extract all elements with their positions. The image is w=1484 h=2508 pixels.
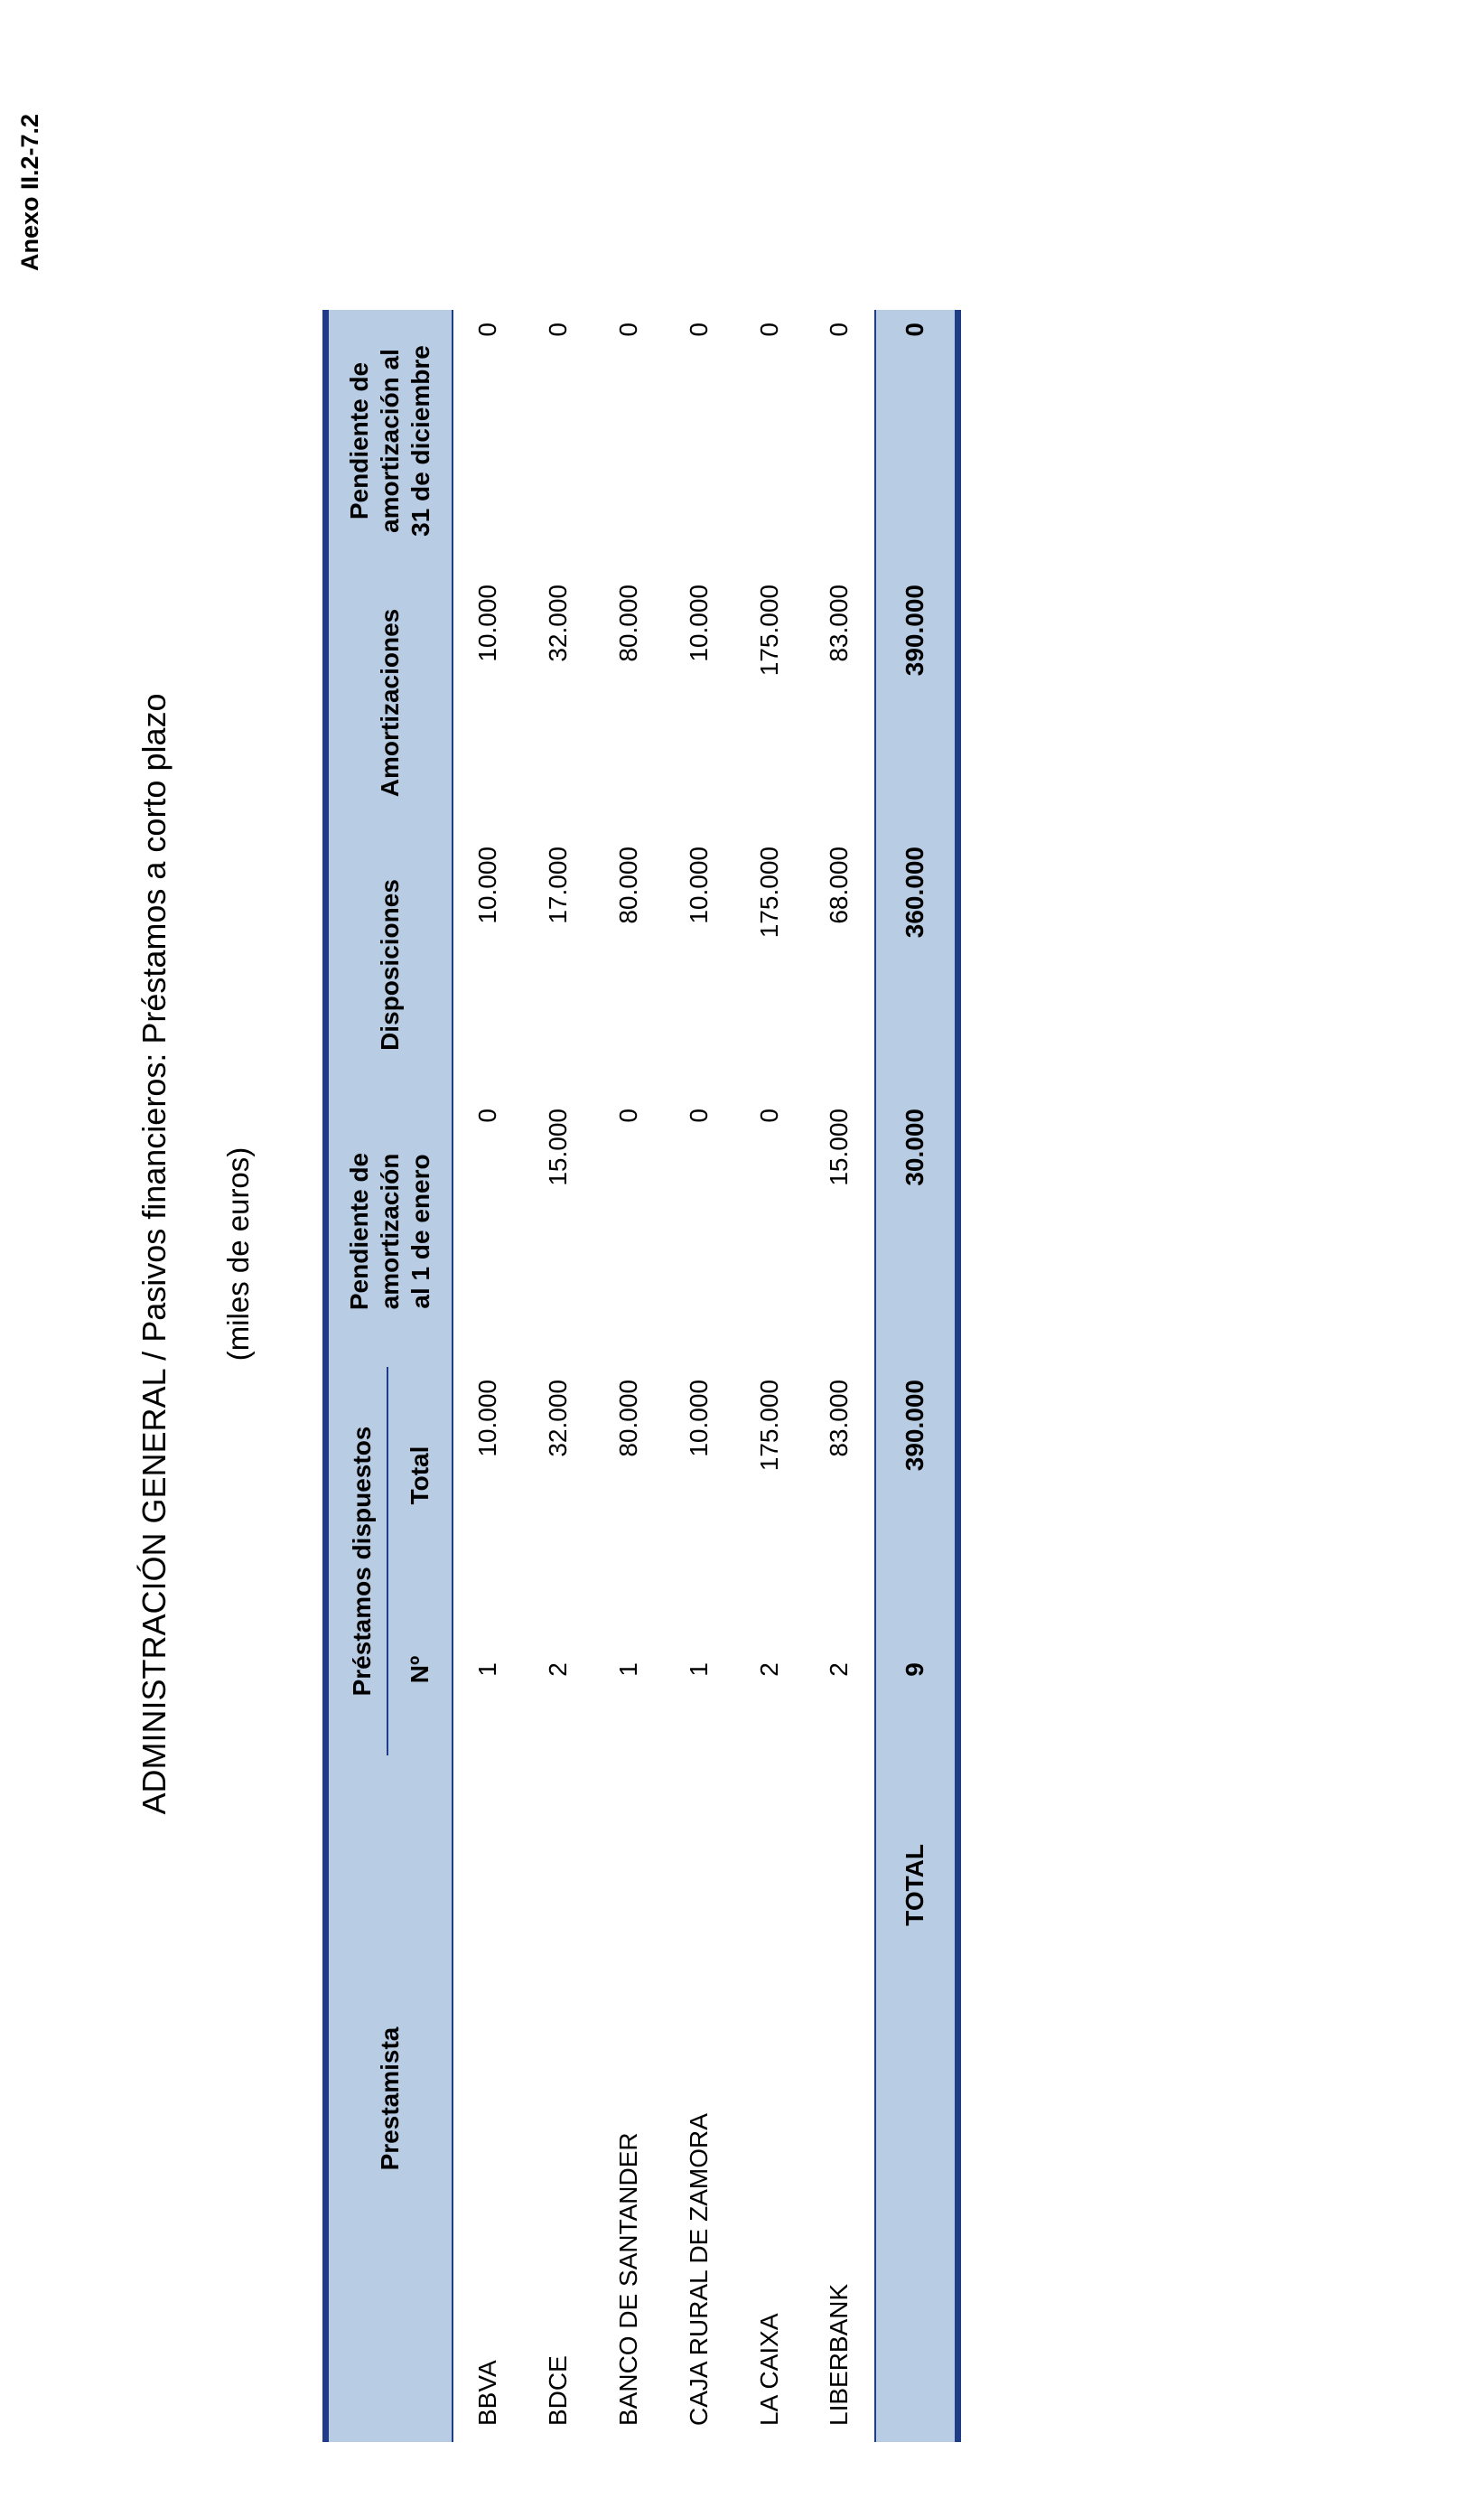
table-row	[805, 310, 875, 2442]
cell-pending-start: 0	[613, 1109, 642, 1123]
cell-total: 10.000	[684, 1380, 713, 1457]
header-total: Total	[387, 1367, 453, 1584]
cell-count: 1	[613, 1662, 642, 1677]
header-pending-start-line: amortización	[375, 1153, 404, 1310]
page-title: ADMINISTRACIÓN GENERAL / Pasivos financieros: Préstamos a corto plazo	[135, 693, 173, 1815]
total-label: TOTAL	[875, 1755, 958, 2442]
cell-lender: BBVA	[473, 2360, 501, 2426]
cell-pending-end: 0	[754, 323, 783, 337]
cell-pending-end: 0	[613, 323, 642, 337]
total-amortizations: 390.000	[875, 572, 958, 834]
cell-drawdowns: 80.000	[613, 847, 642, 924]
header-pending-start-line: Pendiente de	[344, 1152, 373, 1311]
header-pending-end-line: amortización al	[375, 349, 404, 533]
cell-pending-start: 15.000	[543, 1109, 572, 1186]
table-footer	[875, 310, 958, 2442]
table-row	[734, 310, 805, 2442]
cell-count: 2	[754, 1662, 783, 1677]
header-count: Nº	[387, 1584, 453, 1755]
cell-drawdowns: 17.000	[543, 847, 572, 924]
total-count: 9	[875, 1584, 958, 1755]
total-pending-start: 30.000	[875, 1096, 958, 1367]
header-group-drawn-loans: Préstamos dispuestos	[326, 1367, 387, 1755]
cell-total: 32.000	[543, 1380, 572, 1457]
cell-amortizations: 32.000	[543, 585, 572, 662]
cell-drawdowns: 10.000	[473, 847, 501, 924]
cell-lender: CAJA RURAL DE ZAMORA	[684, 2113, 713, 2426]
header-pending-end-line: 31 de diciembre	[406, 345, 434, 537]
cell-pending-end: 0	[825, 323, 853, 337]
cell-drawdowns: 175.000	[754, 847, 783, 939]
cell-lender: LA CAIXA	[754, 2313, 783, 2426]
header-amortizations: Amortizaciones	[326, 572, 453, 834]
table-row	[664, 310, 734, 2442]
cell-count: 1	[684, 1662, 713, 1677]
header-pending-start-line: al 1 de enero	[406, 1154, 434, 1309]
header-drawdowns: Disposiciones	[326, 834, 453, 1096]
cell-lender: BANCO DE SANTANDER	[613, 2132, 642, 2426]
cell-pending-start: 15.000	[825, 1109, 853, 1186]
table-header	[326, 310, 453, 2442]
cell-pending-end: 0	[473, 323, 501, 337]
cell-count: 2	[543, 1662, 572, 1677]
cell-lender: BDCE	[543, 2355, 572, 2426]
cell-amortizations: 175.000	[754, 585, 783, 677]
table-row	[593, 310, 664, 2442]
cell-amortizations: 80.000	[613, 585, 642, 662]
cell-total: 10.000	[473, 1380, 501, 1457]
cell-drawdowns: 68.000	[825, 847, 853, 924]
cell-total: 80.000	[613, 1380, 642, 1457]
cell-amortizations: 83.000	[825, 585, 853, 662]
table-body	[453, 310, 875, 2442]
cell-pending-end: 0	[684, 323, 713, 337]
cell-amortizations: 10.000	[684, 585, 713, 662]
cell-count: 2	[825, 1662, 853, 1677]
cell-pending-end: 0	[543, 323, 572, 337]
total-pending-end: 0	[875, 310, 958, 572]
table-row	[523, 310, 593, 2442]
header-pending-end-line: Pendiente de	[344, 361, 373, 520]
header-pending-end	[326, 310, 453, 572]
total-total: 390.000	[875, 1367, 958, 1584]
cell-total: 83.000	[825, 1380, 853, 1457]
cell-pending-start: 0	[684, 1109, 713, 1123]
table-row	[453, 310, 523, 2442]
header-pending-start	[326, 1096, 453, 1367]
header-lender: Prestamista	[326, 1755, 453, 2442]
annex-reference: Anexo II.2-7.2	[16, 113, 43, 271]
total-drawdowns: 360.000	[875, 834, 958, 1096]
cell-pending-start: 0	[754, 1109, 783, 1123]
page-subtitle: (miles de euros)	[221, 1146, 255, 1362]
cell-total: 175.000	[754, 1380, 783, 1472]
cell-count: 1	[473, 1662, 501, 1677]
cell-amortizations: 10.000	[473, 585, 501, 662]
cell-lender: LIBERBANK	[825, 2283, 853, 2426]
cell-pending-start: 0	[473, 1109, 501, 1123]
loans-table	[322, 310, 961, 2442]
cell-drawdowns: 10.000	[684, 847, 713, 924]
totals-row	[875, 310, 958, 2442]
